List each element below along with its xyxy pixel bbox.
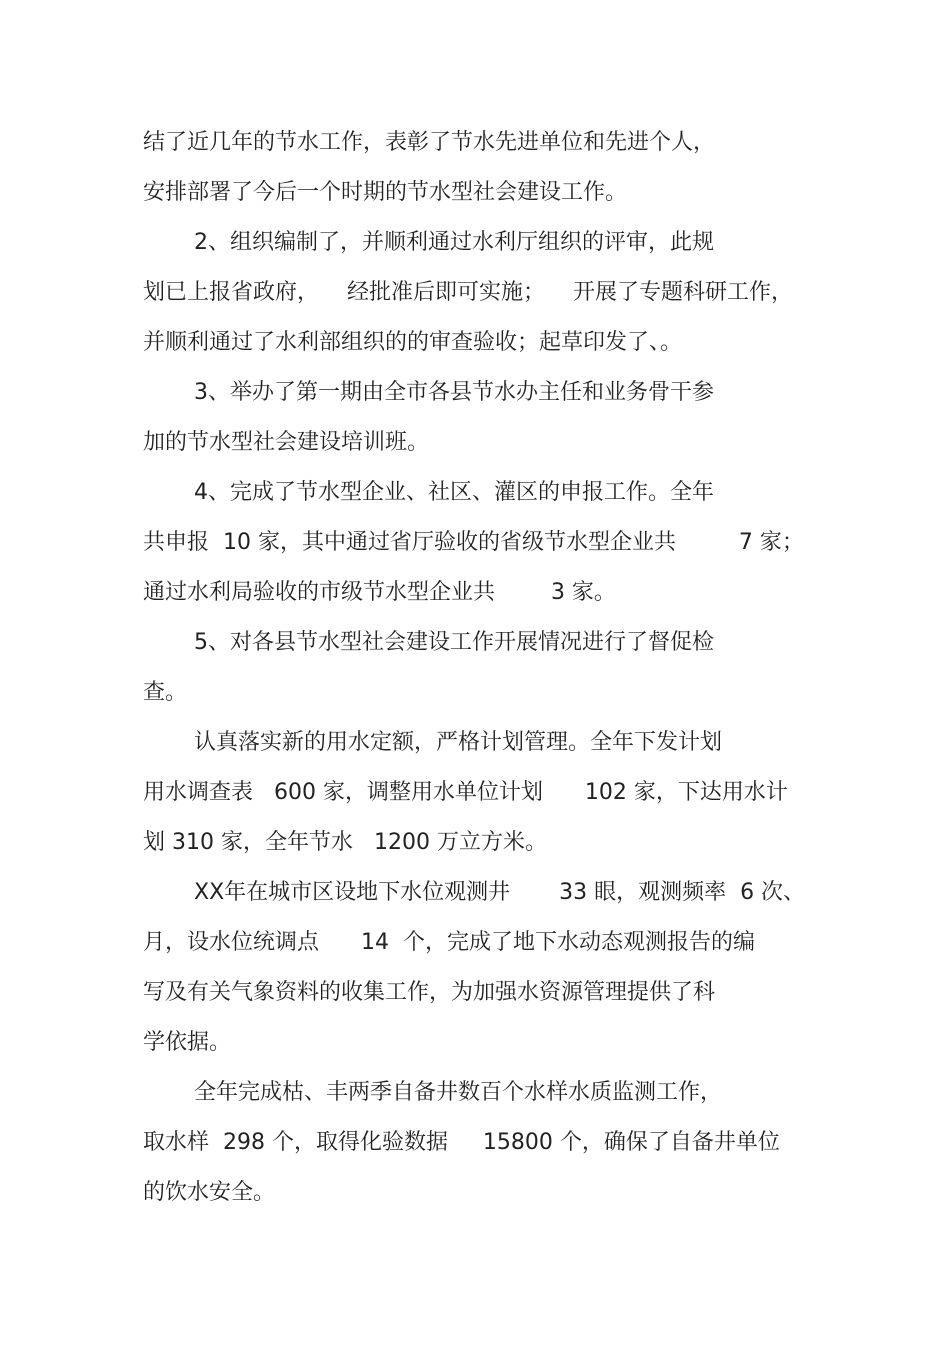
text-line: 取水样 298 个，取得化验数据 15800 个，确保了自备井单位 [143,1130,780,1155]
paragraph-start-line: 5、对各县节水型社会建设工作开展情况进行了督促检 [194,630,714,655]
text-line: 划已上报省政府， 经批准后即可实施； 开展了专题科研工作， [143,280,793,305]
text-line: 安排部署了今后一个时期的节水型社会建设工作。 [143,180,628,205]
text-line: 共申报 10 家，其中通过省厅验收的省级节水型企业共 7 家； [143,530,804,555]
paragraph-start-line: 3、举办了第一期由全市各县节水办主任和业务骨干参 [194,380,714,405]
text-line: 月，设水位统调点 14 个，完成了地下水动态观测报告的编 [143,930,755,955]
paragraph-start-line: 认真落实新的用水定额，严格计划管理。全年下发计划 [194,730,723,755]
text-line: 学依据。 [143,1030,232,1055]
text-line: 查。 [143,680,188,705]
text-line: 划 310 家，全年节水 1200 万立方米。 [143,830,547,855]
text-line: 写及有关气象资料的收集工作，为加强水资源管理提供了科 [143,980,716,1005]
text-line: 用水调查表 600 家，调整用水单位计划 102 家，下达用水计 [143,780,788,805]
paragraph-start-line: 2、组织编制了，并顺利通过水利厅组织的评审，此规 [194,230,714,255]
text-line: 加的节水型社会建设培训班。 [143,430,430,455]
text-line: 通过水利局验收的市级节水型企业共 3 家。 [143,580,616,605]
text-line: 并顺利通过了水利部组织的的审查验收；起草印发了、。 [143,330,683,355]
paragraph-start-line: 全年完成枯、丰两季自备井数百个水样水质监测工作， [194,1080,723,1105]
paragraph-start-line: 4、完成了节水型企业、社区、灌区的申报工作。全年 [194,480,714,505]
text-line: 结了近几年的节水工作，表彰了节水先进单位和先进个人， [143,130,716,155]
paragraph-start-line: XX年在城市区设地下水位观测井 33 眼，观测频率 6 次、 [194,880,806,905]
text-line: 的饮水安全。 [143,1180,276,1205]
